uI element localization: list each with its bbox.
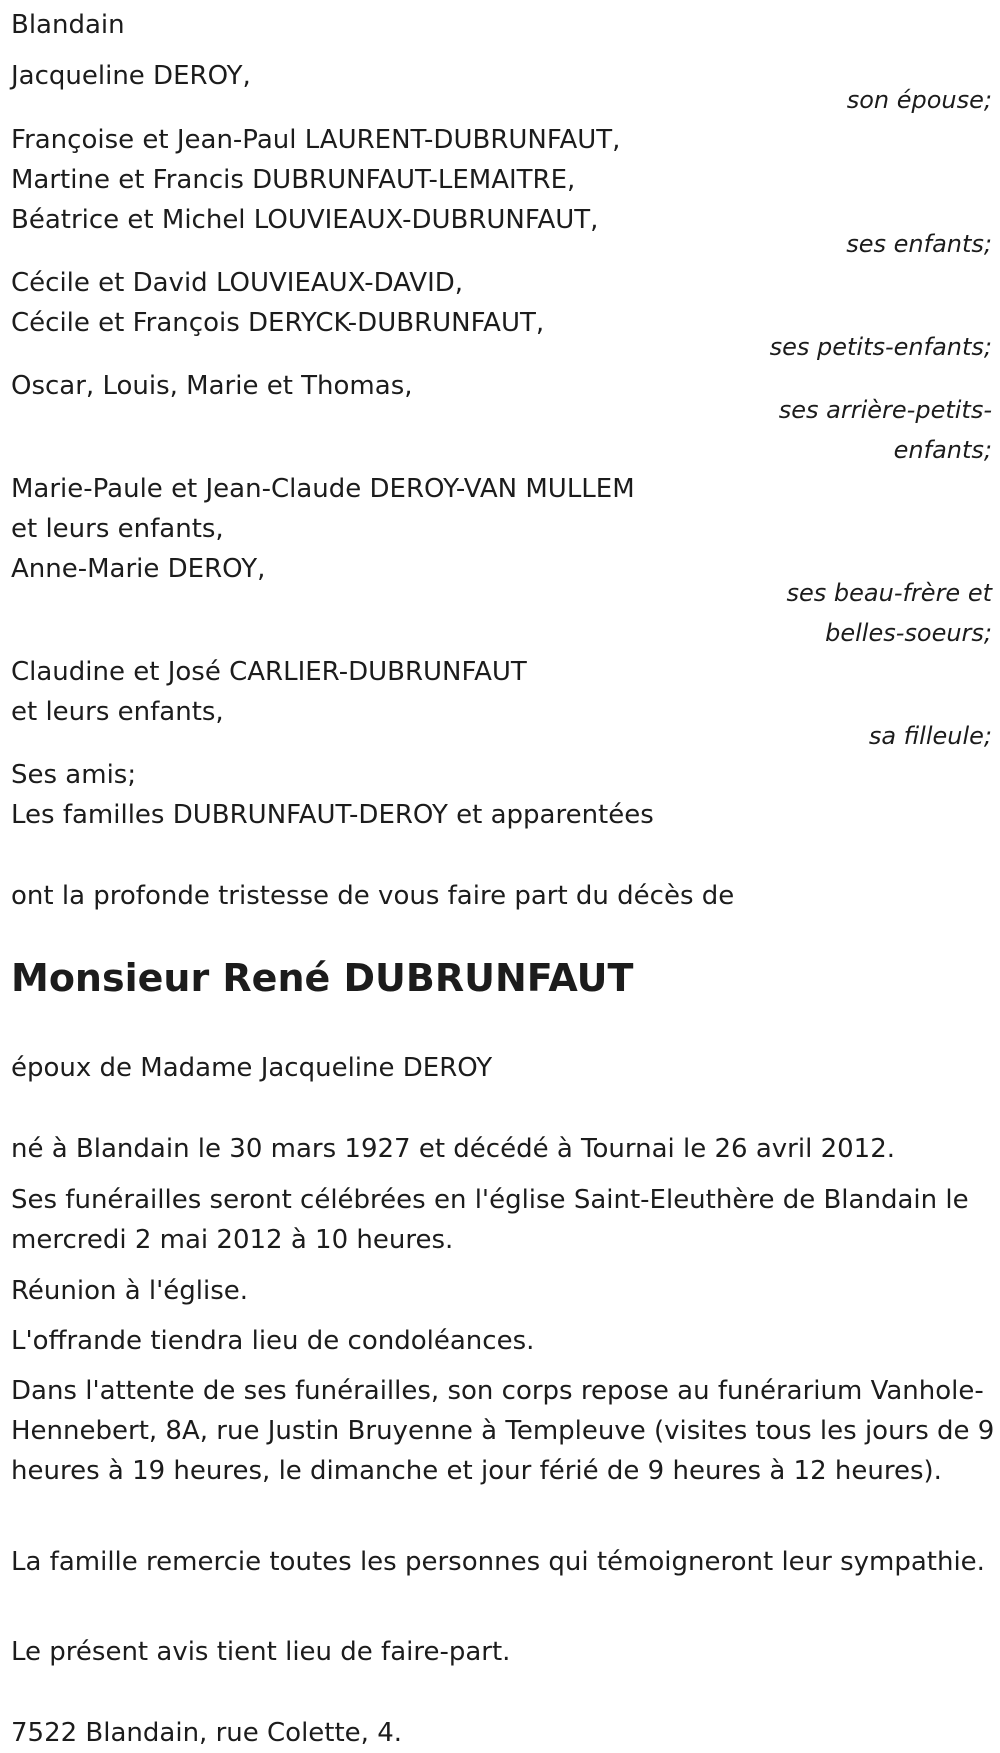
address: 7522 Blandain, rue Colette, 4. bbox=[11, 1718, 403, 1748]
in-laws-relation: ses beau-frère et bbox=[786, 579, 992, 607]
funeral-info: Ses funérailles seront célébrées en l'église Saint-Eleuthère de Blandain le mercredi 2 mai 2012 à 10 heures. bbox=[11, 1185, 969, 1255]
children-relation: ses enfants; bbox=[846, 230, 992, 258]
deceased-name: Monsieur René DUBRUNFAUT bbox=[11, 956, 634, 1000]
grandchild-name: Cécile et François DERYCK-DUBRUNFAUT, bbox=[11, 308, 545, 338]
deceased-spouse-line: époux de Madame Jacqueline DEROY bbox=[11, 1053, 493, 1083]
great-grandchildren-relation: enfants; bbox=[893, 436, 992, 464]
notice-info: Le présent avis tient lieu de faire-part. bbox=[11, 1637, 511, 1667]
families-line: Les familles DUBRUNFAUT-DEROY et apparentées bbox=[11, 800, 654, 830]
location-header: Blandain bbox=[11, 10, 125, 40]
offering-info: L'offrande tiendra lieu de condoléances. bbox=[11, 1326, 535, 1356]
spouse-name: Jacqueline DEROY, bbox=[11, 61, 251, 91]
grandchildren-relation: ses petits-enfants; bbox=[769, 333, 992, 361]
announcement-text: ont la profonde tristesse de vous faire part du décès de bbox=[11, 881, 735, 911]
goddaughter-name: Claudine et José CARLIER-DUBRUNFAUT bbox=[11, 657, 527, 687]
in-law-name: Marie-Paule et Jean-Claude DEROY-VAN MULLEM bbox=[11, 474, 635, 504]
great-grandchild-names: Oscar, Louis, Marie et Thomas, bbox=[11, 371, 413, 401]
child-name: Béatrice et Michel LOUVIEAUX-DUBRUNFAUT, bbox=[11, 205, 599, 235]
meeting-info: Réunion à l'église. bbox=[11, 1276, 249, 1306]
spouse-relation: son épouse; bbox=[846, 86, 992, 114]
child-name: Françoise et Jean-Paul LAURENT-DUBRUNFAUT, bbox=[11, 125, 621, 155]
birth-death-line: né à Blandain le 30 mars 1927 et décédé à Tournai le 26 avril 2012. bbox=[11, 1134, 896, 1164]
in-law-name: Anne-Marie DEROY, bbox=[11, 554, 266, 584]
great-grandchildren-relation: ses arrière-petits- bbox=[778, 396, 992, 424]
in-laws-relation: belles-soeurs; bbox=[825, 619, 992, 647]
in-law-name: et leurs enfants, bbox=[11, 514, 224, 544]
thanks-info: La famille remercie toutes les personnes qui témoigneront leur sympathie. bbox=[11, 1547, 985, 1577]
friends-line: Ses amis; bbox=[11, 760, 137, 790]
funerarium-info: Dans l'attente de ses funérailles, son corps repose au funérarium Vanhole-Hennebert, 8A, rue Justin Bruyenne à Templeuve (visites tous les jours de 9 heures à 19 heures, le dimanche et jour férié de 9 heures à 12 heures). bbox=[11, 1376, 995, 1486]
goddaughter-relation: sa filleule; bbox=[868, 722, 992, 750]
goddaughter-name: et leurs enfants, bbox=[11, 697, 224, 727]
child-name: Martine et Francis DUBRUNFAUT-LEMAITRE, bbox=[11, 165, 576, 195]
grandchild-name: Cécile et David LOUVIEAUX-DAVID, bbox=[11, 268, 464, 298]
